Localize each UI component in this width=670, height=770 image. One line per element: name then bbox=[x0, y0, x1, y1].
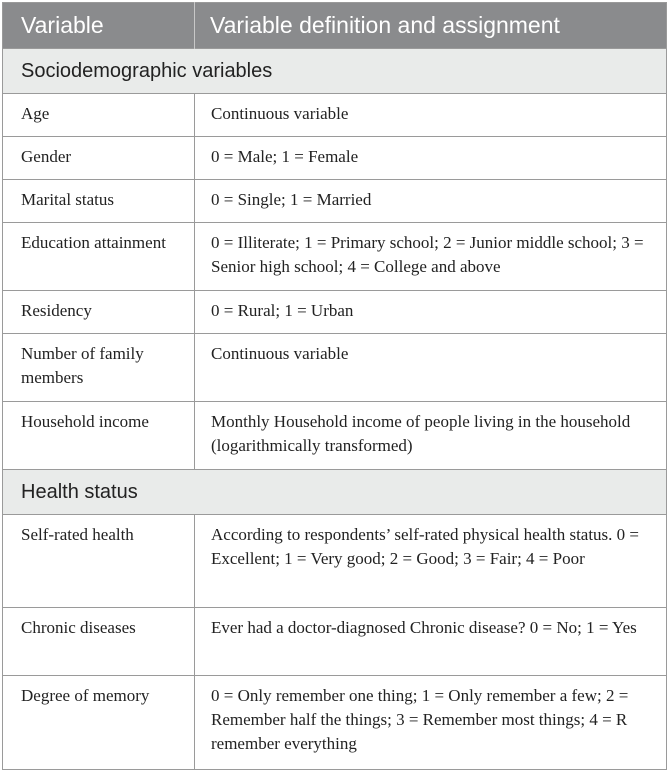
variable-cell: Household income bbox=[3, 402, 195, 470]
variable-cell: Degree of memory bbox=[3, 676, 195, 770]
definition-cell: 0 = Rural; 1 = Urban bbox=[195, 291, 667, 334]
section-row bbox=[3, 470, 667, 515]
variable-table bbox=[2, 2, 667, 770]
variable-cell: Marital status bbox=[3, 180, 195, 223]
definition-cell: Monthly Household income of people living in the household (logarithmically transformed) bbox=[195, 402, 667, 470]
variable-cell: Gender bbox=[3, 137, 195, 180]
table-row bbox=[3, 291, 667, 334]
table-row bbox=[3, 223, 667, 291]
definition-cell: Continuous variable bbox=[195, 334, 667, 402]
table-row bbox=[3, 180, 667, 223]
variable-cell: Number of family members bbox=[3, 334, 195, 402]
section-title: Health status bbox=[3, 470, 667, 515]
definition-cell: Continuous variable bbox=[195, 94, 667, 137]
section-row bbox=[3, 49, 667, 94]
table-row bbox=[3, 608, 667, 676]
table-row bbox=[3, 137, 667, 180]
definition-cell: 0 = Only remember one thing; 1 = Only remember a few; 2 = Remember half the things; 3 = Remember most things; 4 = R remember everything bbox=[195, 676, 667, 770]
definition-cell: Ever had a doctor-diagnosed Chronic disease? 0 = No; 1 = Yes bbox=[195, 608, 667, 676]
variable-cell: Self-rated health bbox=[3, 515, 195, 608]
variable-cell: Chronic diseases bbox=[3, 608, 195, 676]
definition-cell: 0 = Single; 1 = Married bbox=[195, 180, 667, 223]
table-row bbox=[3, 94, 667, 137]
definition-cell: 0 = Male; 1 = Female bbox=[195, 137, 667, 180]
table-row bbox=[3, 676, 667, 770]
table-row bbox=[3, 402, 667, 470]
table-row bbox=[3, 334, 667, 402]
section-title: Sociodemographic variables bbox=[3, 49, 667, 94]
header-variable: Variable bbox=[3, 3, 195, 49]
definition-cell: According to respondents’ self-rated physical health status. 0 = Excellent; 1 = Very good; 2 = Good; 3 = Fair; 4 = Poor bbox=[195, 515, 667, 608]
header-row bbox=[3, 3, 667, 49]
variable-cell: Residency bbox=[3, 291, 195, 334]
definition-cell: 0 = Illiterate; 1 = Primary school; 2 = Junior middle school; 3 = Senior high school; 4 = College and above bbox=[195, 223, 667, 291]
variable-cell: Education attainment bbox=[3, 223, 195, 291]
table-row bbox=[3, 515, 667, 608]
variable-cell: Age bbox=[3, 94, 195, 137]
header-definition: Variable definition and assignment bbox=[195, 3, 667, 49]
